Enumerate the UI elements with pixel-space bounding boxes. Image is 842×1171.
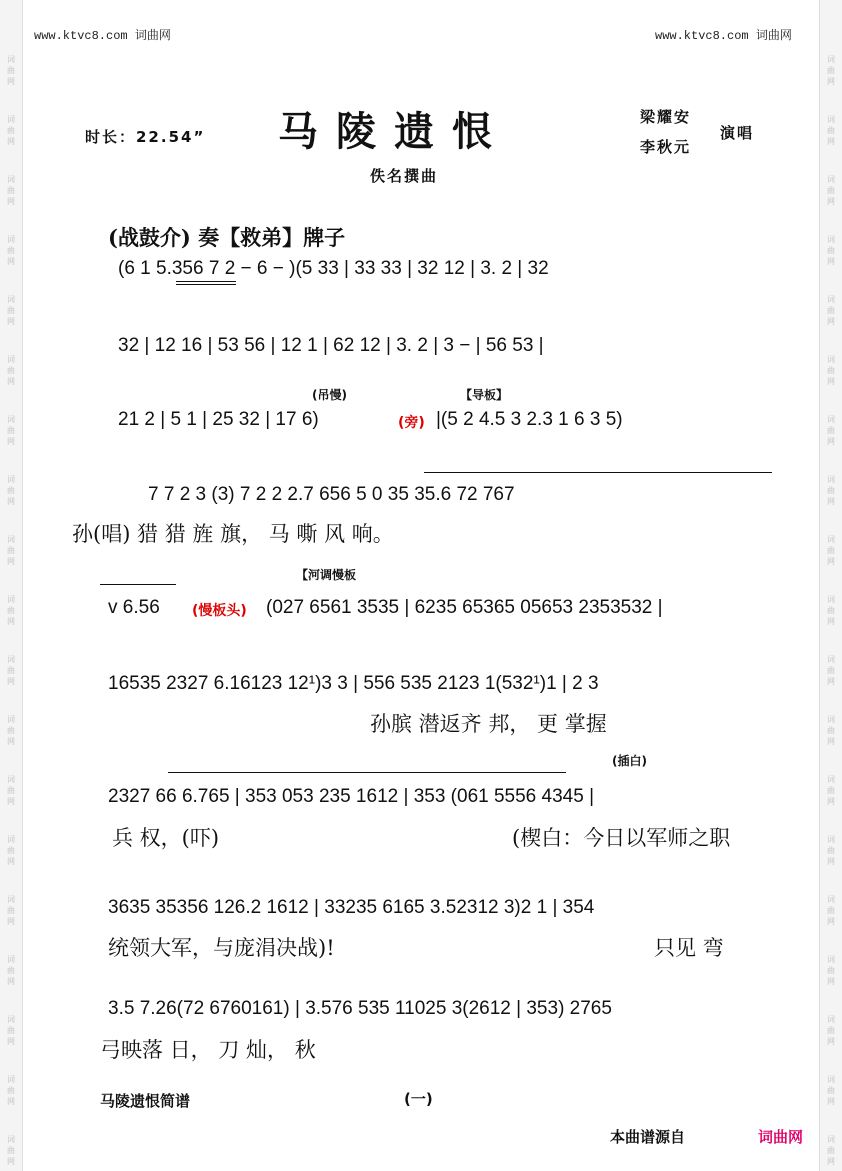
lyric-line-7b: (楔白：今日以军师之职 bbox=[512, 826, 731, 850]
watermark-glyph: 词 曲 网 bbox=[827, 655, 835, 686]
mark-manbantou: (慢板头) bbox=[192, 603, 247, 619]
watermark-glyph: 词 曲 网 bbox=[827, 895, 835, 926]
watermark-glyph: 词 曲 网 bbox=[7, 715, 15, 746]
composer: 佚名撰曲 bbox=[370, 167, 439, 185]
mark-pang: (旁) bbox=[398, 415, 425, 431]
watermark-glyph: 词 曲 网 bbox=[827, 355, 835, 386]
intro-line: (战鼓介) 奏【救弟】牌子 bbox=[108, 225, 346, 250]
watermark-glyph: 词 曲 网 bbox=[7, 355, 15, 386]
site-header-left[interactable] bbox=[34, 26, 171, 43]
watermark-glyph: 词 曲 网 bbox=[7, 895, 15, 926]
score-line-3b: |(5 2 4.5 3 2.3 1 6 3 5) bbox=[436, 409, 623, 430]
tag-chabai: (插白) bbox=[612, 754, 647, 768]
duration: 时长：22.54” bbox=[85, 128, 206, 146]
watermark-glyph: 词 曲 网 bbox=[7, 1075, 15, 1106]
watermark-glyph: 词 曲 网 bbox=[827, 835, 835, 866]
watermark-glyph: 词 曲 网 bbox=[827, 295, 835, 326]
watermark-glyph: 词 曲 网 bbox=[7, 115, 15, 146]
watermark-glyph: 词 曲 网 bbox=[7, 175, 15, 206]
underline bbox=[176, 281, 236, 285]
watermark-glyph: 词 曲 网 bbox=[827, 715, 835, 746]
watermark-glyph: 词 曲 网 bbox=[827, 1015, 835, 1046]
brand-link[interactable]: 词曲网 bbox=[758, 1128, 804, 1146]
singer-2: 李秋元 bbox=[640, 138, 692, 156]
slur-line bbox=[100, 584, 176, 585]
lyric-line-8b: 只见 弯 bbox=[654, 936, 724, 960]
score-line-5: v 6.56 bbox=[108, 597, 160, 618]
watermark-glyph: 词 曲 网 bbox=[827, 475, 835, 506]
watermark-glyph: 词 曲 网 bbox=[7, 1135, 15, 1166]
slur-line bbox=[168, 772, 566, 773]
tag-diaoman: (吊慢) bbox=[312, 388, 347, 402]
watermark-glyph: 词 曲 网 bbox=[7, 235, 15, 266]
watermark-glyph: 词 曲 网 bbox=[827, 595, 835, 626]
watermark-glyph: 词 曲 网 bbox=[827, 175, 835, 206]
score-line-4: 7 7 2 3 (3) 7 2 2 2.7 656 5 0 35 35.6 72 767 bbox=[148, 484, 515, 505]
lyric-line-7: 兵 权，(吓) bbox=[112, 826, 220, 850]
tag-daoban: 【导板】 bbox=[460, 388, 509, 402]
watermark-glyph: 词 曲 网 bbox=[827, 1135, 835, 1166]
watermark-glyph: 词 曲 网 bbox=[827, 115, 835, 146]
footer-title: 马陵遗恨简谱 bbox=[100, 1092, 191, 1110]
watermark-glyph: 词 曲 网 bbox=[7, 55, 15, 86]
lyric-line-8: 统领大军，与庞涓决战)! bbox=[108, 936, 335, 960]
watermark-glyph: 词 曲 网 bbox=[7, 835, 15, 866]
lyric-line-9: 弓映落 日， 刀 灿， 秋 bbox=[100, 1038, 316, 1062]
site-header-right[interactable] bbox=[655, 26, 792, 43]
watermark-glyph: 词 曲 网 bbox=[7, 595, 15, 626]
score-line-7: 2327 66 6.765 | 353 053 235 1612 | 353 (061 5556 4345 | bbox=[108, 786, 595, 807]
watermark-glyph: 词 曲 网 bbox=[7, 295, 15, 326]
watermark-glyph: 词 曲 网 bbox=[827, 535, 835, 566]
page-number: (一) bbox=[404, 1090, 433, 1108]
lyric-line-6: 孙膑 潜返齐 邦， 更 掌握 bbox=[370, 712, 607, 736]
watermark-glyph: 词 曲 网 bbox=[7, 535, 15, 566]
tag-hediao: 【河调慢板 bbox=[296, 568, 357, 582]
watermark-glyph: 词 曲 网 bbox=[827, 775, 835, 806]
score-line-6: 16535 2327 6.16123 12¹)3 3 | 556 535 2123 1(532¹)1 | 2 3 bbox=[108, 673, 599, 694]
score-line-9: 3.5 7.26(72 6760161) | 3.576 535 11025 3(2612 | 353) 2765 bbox=[108, 998, 612, 1019]
watermark-glyph: 词 曲 网 bbox=[827, 235, 835, 266]
site-name[interactable]: 词曲网 bbox=[134, 29, 171, 43]
slur-line bbox=[424, 472, 772, 473]
score-line-5b: (027 6561 3535 | 6235 65365 05653 2353532 | bbox=[266, 597, 663, 618]
watermark-glyph: 词 曲 网 bbox=[7, 655, 15, 686]
watermark-glyph: 词 曲 网 bbox=[7, 1015, 15, 1046]
watermark-glyph: 词 曲 网 bbox=[827, 415, 835, 446]
watermark-glyph: 词 曲 网 bbox=[7, 775, 15, 806]
watermark-glyph: 词 曲 网 bbox=[7, 475, 15, 506]
score-line-3: 21 2 | 5 1 | 25 32 | 17 6) bbox=[118, 409, 319, 430]
score-line-8: 3635 35356 126.2 1612 | 33235 6165 3.52312 3)2 1 | 354 bbox=[108, 897, 595, 918]
lyric-line-4: 孙(唱) 猎 猎 旌 旗， 马 嘶 风 响。 bbox=[72, 522, 394, 546]
watermark-glyph: 词 曲 网 bbox=[827, 55, 835, 86]
source-label: 本曲谱源自 bbox=[610, 1128, 686, 1146]
watermark-glyph: 词 曲 网 bbox=[827, 955, 835, 986]
singer-1: 梁耀安 bbox=[640, 108, 692, 126]
role-label: 演唱 bbox=[720, 124, 755, 142]
watermark-glyph: 词 曲 网 bbox=[7, 955, 15, 986]
watermark-glyph: 词 曲 网 bbox=[827, 1075, 835, 1106]
watermark-glyph: 词 曲 网 bbox=[7, 415, 15, 446]
site-url[interactable]: www.ktvc8.com bbox=[34, 29, 128, 43]
song-title: 马陵遗恨 bbox=[278, 108, 510, 155]
score-line-1: (6 1 5.356 7 2 − 6 − )(5 33 | 33 33 | 32 12 | 3. 2 | 32 bbox=[118, 258, 549, 279]
score-line-2: 32 | 12 16 | 53 56 | 12 1 | 62 12 | 3. 2 | 3 − | 56 53 | bbox=[118, 335, 544, 356]
site-url[interactable]: www.ktvc8.com bbox=[655, 29, 749, 43]
site-name[interactable]: 词曲网 bbox=[755, 29, 792, 43]
